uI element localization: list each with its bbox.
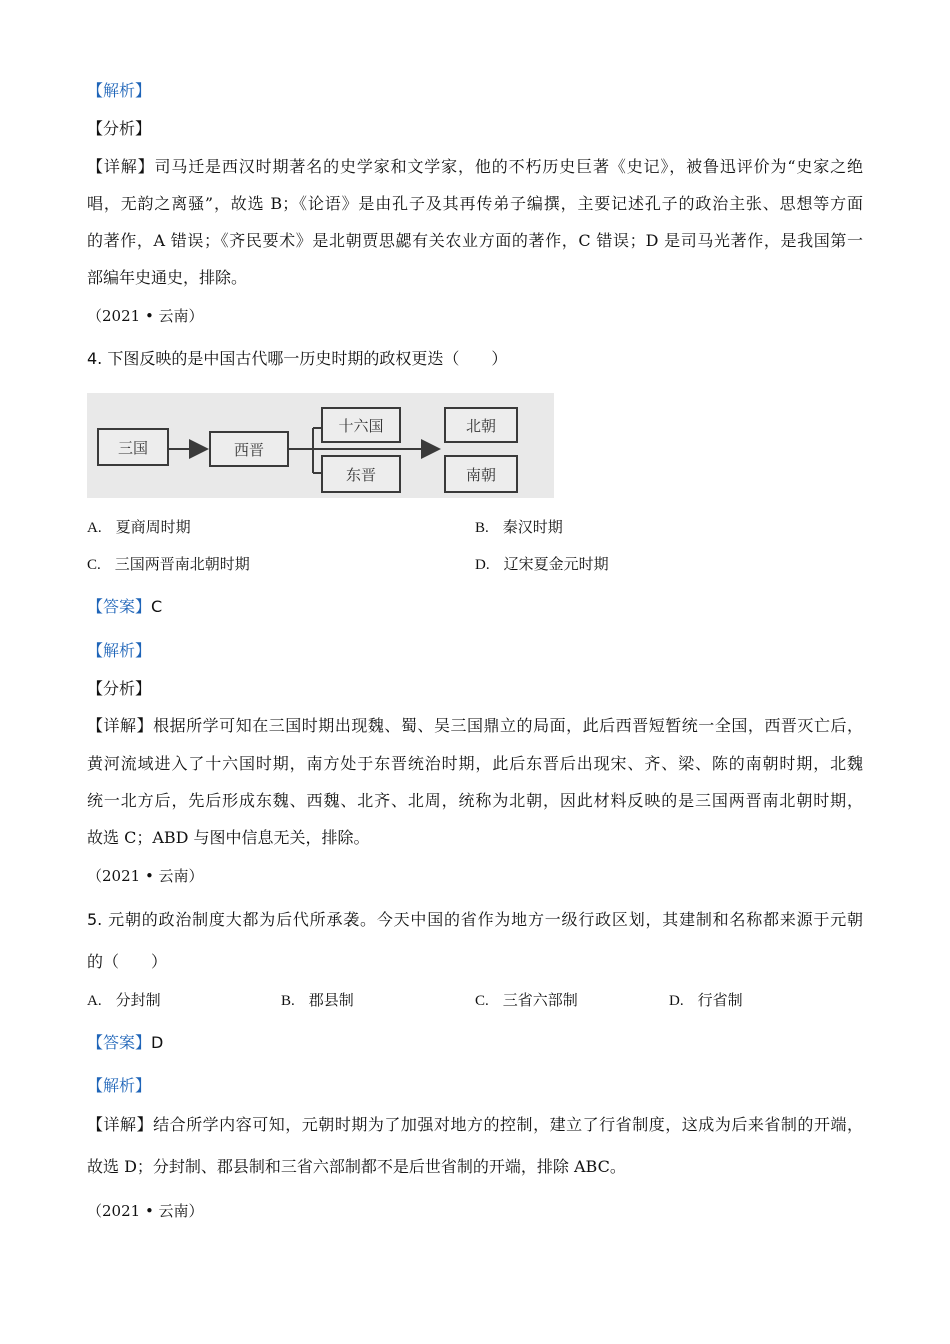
q4-answer-label: 【答案】 <box>87 597 152 616</box>
q4-jiexi-label: 【解析】 <box>87 641 152 660</box>
q3-detail-line-4: 部编年史通史，排除。 <box>87 268 248 287</box>
option-key: A. <box>87 993 102 1009</box>
option-key: D. <box>475 557 490 573</box>
q4-stem <box>87 349 507 369</box>
option-key: A. <box>87 520 102 536</box>
q3-jiexi-label: 【解析】 <box>87 81 152 100</box>
regime-succession-diagram <box>87 393 554 498</box>
q3-source: （2021 • 云南） <box>87 307 204 325</box>
q5-stem-line-1 <box>87 910 863 930</box>
q4-answer <box>87 597 162 617</box>
box-beichao: 北朝 <box>444 407 518 443</box>
q5-answer-value: D <box>151 1033 164 1052</box>
box-xijin: 西晋 <box>209 431 289 467</box>
q4-stem-text: 下图反映的是中国古代哪一历史时期的政权更迭（ ） <box>107 349 508 368</box>
option-key: B. <box>475 520 489 536</box>
box-shiliuguo: 十六国 <box>321 407 401 443</box>
option-text: 夏商周时期 <box>115 518 191 536</box>
q5-stem-text: 元朝的政治制度大都为后代所承袭。今天中国的省作为地方一级行政区划，其建制和名称都来源于元朝 <box>108 910 863 929</box>
q3-detail-line-2: 唱，无韵之离骚”，故选 B；《论语》是由孔子及其再传弟子编撰，主要记述孔子的政治主张、思想等方面 <box>87 194 863 213</box>
option-text: 辽宋夏金元时期 <box>503 555 609 573</box>
q4-option-d[interactable] <box>475 554 609 575</box>
q4-number: 4. <box>87 349 103 368</box>
q4-option-a[interactable] <box>87 517 191 538</box>
q4-answer-value: C <box>151 597 163 616</box>
q5-detail-line-2: 故选 D；分封制、郡县制和三省六部制都不是后世省制的开端，排除 ABC。 <box>87 1157 626 1176</box>
q5-number: 5. <box>87 910 103 929</box>
q5-option-b[interactable] <box>281 990 354 1011</box>
q4-detail-line-3: 统一北方后，先后形成东魏、西魏、北齐、北周，统称为北朝，因此材料反映的是三国两晋南北朝时期， <box>87 791 863 810</box>
option-key: B. <box>281 993 295 1009</box>
option-key: C. <box>475 993 489 1009</box>
q5-jiexi-label: 【解析】 <box>87 1076 152 1095</box>
box-dongjin: 东晋 <box>321 455 401 493</box>
option-text: 三国两晋南北朝时期 <box>114 555 250 573</box>
q5-option-a[interactable] <box>87 990 161 1011</box>
q5-source: （2021 • 云南） <box>87 1202 204 1220</box>
q4-option-c[interactable] <box>87 554 250 575</box>
box-nanchao: 南朝 <box>444 455 518 493</box>
option-key: C. <box>87 557 101 573</box>
q3-detail-line-1: 【详解】司马迁是西汉时期著名的史学家和文学家，他的不朽历史巨著《史记》，被鲁迅评价为“史家之绝 <box>87 157 863 176</box>
q4-detail-line-4: 故选 C；ABD 与图中信息无关，排除。 <box>87 828 370 847</box>
q4-detail-line-2: 黄河流域进入了十六国时期，南方处于东晋统治时期，此后东晋后出现宋、齐、梁、陈的南朝时期，北魏 <box>87 754 863 773</box>
option-text: 分封制 <box>115 991 161 1009</box>
q3-detail-line-3: 的著作，A 错误；《齐民要术》是北朝贾思勰有关农业方面的著作，C 错误；D 是司马光著作，是我国第一 <box>87 231 863 250</box>
option-text: 行省制 <box>697 991 743 1009</box>
q5-stem-line-2: 的（ ） <box>87 952 168 971</box>
q5-option-c[interactable] <box>475 990 578 1011</box>
box-sanguo: 三国 <box>97 428 169 466</box>
q3-fenxi-label: 【分析】 <box>87 119 152 138</box>
q4-fenxi-label: 【分析】 <box>87 679 152 698</box>
q5-answer-label: 【答案】 <box>87 1033 152 1052</box>
option-key: D. <box>669 993 684 1009</box>
q5-detail-line-1: 【详解】结合所学内容可知，元朝时期为了加强对地方的控制，建立了行省制度，这成为后来省制的开端， <box>87 1115 863 1134</box>
option-text: 郡县制 <box>308 991 354 1009</box>
q5-option-d[interactable] <box>669 990 743 1011</box>
option-text: 三省六部制 <box>502 991 578 1009</box>
q4-source: （2021 • 云南） <box>87 867 204 885</box>
option-text: 秦汉时期 <box>502 518 563 536</box>
q4-detail-line-1: 【详解】根据所学可知在三国时期出现魏、蜀、吴三国鼎立的局面，此后西晋短暂统一全国，西晋灭亡后， <box>87 716 863 735</box>
q5-answer <box>87 1033 163 1053</box>
q4-option-b[interactable] <box>475 517 563 538</box>
